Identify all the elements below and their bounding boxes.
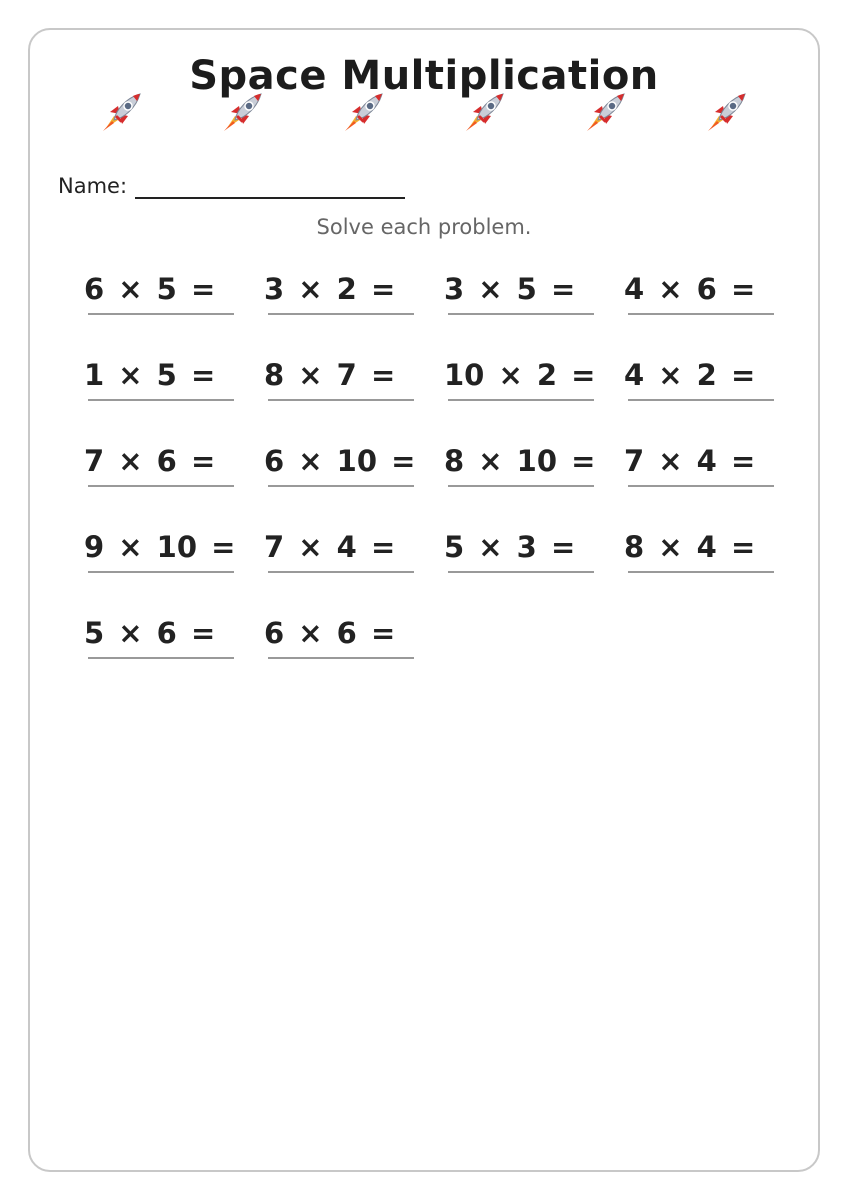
answer-line[interactable] (628, 485, 774, 487)
problem-13 (84, 527, 238, 579)
problem-10 (264, 441, 418, 493)
answer-line[interactable] (628, 571, 774, 573)
problem-equation: 8 × 10 = (444, 444, 596, 478)
problem-equation: 9 × 10 = (84, 530, 236, 564)
name-label: Name: (58, 174, 128, 198)
problem-equation: 8 × 7 = (264, 358, 396, 392)
answer-line[interactable] (448, 485, 594, 487)
instructions-text: Solve each problem. (316, 215, 532, 239)
problem-equation: 3 × 2 = (264, 272, 396, 306)
answer-line[interactable] (448, 571, 594, 573)
rocket-icon (100, 90, 144, 134)
answer-line[interactable] (88, 313, 234, 315)
rocket-icon (584, 90, 628, 134)
problem-1 (84, 269, 238, 321)
answer-line[interactable] (268, 571, 414, 573)
problem-14 (264, 527, 418, 579)
problem-5 (84, 355, 238, 407)
problem-equation: 6 × 6 = (264, 616, 396, 650)
name-field-line[interactable] (135, 197, 405, 199)
answer-line[interactable] (628, 313, 774, 315)
problem-7 (444, 355, 598, 407)
problem-equation: 10 × 2 = (444, 358, 596, 392)
problem-equation: 7 × 6 = (84, 444, 216, 478)
answer-line[interactable] (268, 399, 414, 401)
worksheet-title: Space Multiplication (189, 53, 659, 99)
answer-line[interactable] (448, 313, 594, 315)
answer-line[interactable] (448, 399, 594, 401)
problem-12 (624, 441, 778, 493)
answer-line[interactable] (268, 313, 414, 315)
answer-line[interactable] (88, 399, 234, 401)
answer-line[interactable] (268, 485, 414, 487)
rocket-icon (705, 90, 749, 134)
problem-equation: 7 × 4 = (624, 444, 756, 478)
problem-6 (264, 355, 418, 407)
problem-3 (444, 269, 598, 321)
rocket-decoration-row (0, 90, 848, 136)
answer-line[interactable] (88, 657, 234, 659)
problem-16 (624, 527, 778, 579)
problem-equation: 1 × 5 = (84, 358, 216, 392)
problem-equation: 3 × 5 = (444, 272, 576, 306)
problem-equation: 6 × 10 = (264, 444, 416, 478)
problem-4 (624, 269, 778, 321)
problem-11 (444, 441, 598, 493)
problem-equation: 4 × 6 = (624, 272, 756, 306)
problem-15 (444, 527, 598, 579)
problem-2 (264, 269, 418, 321)
rocket-icon (342, 90, 386, 134)
problem-equation: 8 × 4 = (624, 530, 756, 564)
answer-line[interactable] (88, 485, 234, 487)
problem-8 (624, 355, 778, 407)
rocket-icon (221, 90, 265, 134)
problem-18 (264, 613, 418, 665)
worksheet-border (28, 28, 820, 1172)
problem-equation: 4 × 2 = (624, 358, 756, 392)
answer-line[interactable] (628, 399, 774, 401)
answer-line[interactable] (268, 657, 414, 659)
problem-equation: 6 × 5 = (84, 272, 216, 306)
rocket-icon (463, 90, 507, 134)
problem-equation: 7 × 4 = (264, 530, 396, 564)
problem-equation: 5 × 3 = (444, 530, 576, 564)
problem-equation: 5 × 6 = (84, 616, 216, 650)
answer-line[interactable] (88, 571, 234, 573)
problem-9 (84, 441, 238, 493)
problem-17 (84, 613, 238, 665)
